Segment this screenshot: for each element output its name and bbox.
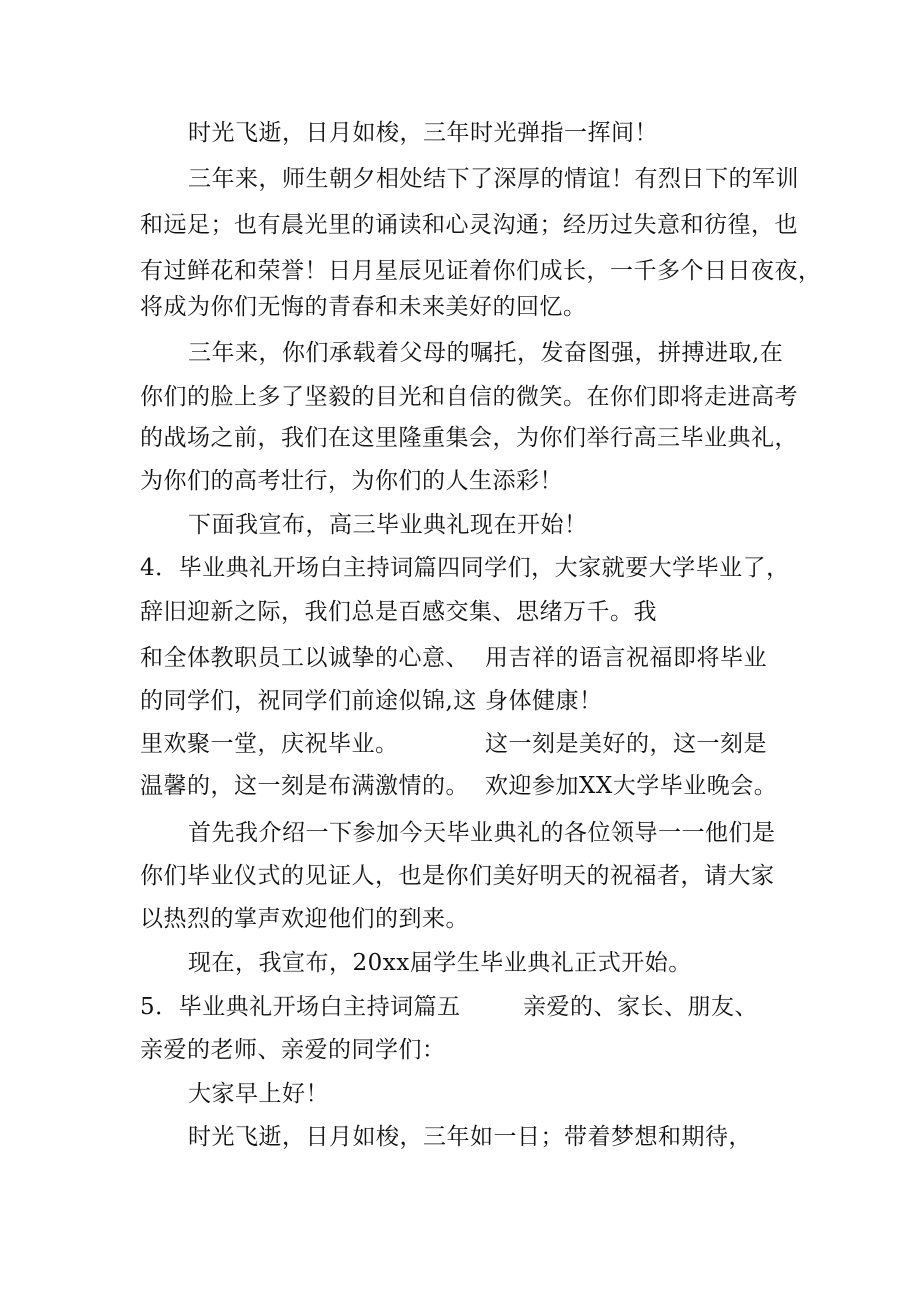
section-heading-line: 4．毕业典礼开场白主持词篇四同学们，大家就要大学毕业了， xyxy=(140,555,790,581)
column-right-line: 欢迎参加XX大学毕业晚会。 xyxy=(485,773,778,799)
section-heading-line: 5．毕业典礼开场白主持词篇五 xyxy=(140,994,461,1020)
paragraph-line: 和远足；也有晨光里的诵读和心灵沟通；经历过失意和彷徨，也 xyxy=(140,212,798,238)
paragraph-line: 首先我介绍一下参加今天毕业典礼的各位领导一一他们是 xyxy=(188,820,776,846)
paragraph-line: 三年来，师生朝夕相处结下了深厚的情谊！有烈日下的军训 xyxy=(188,166,799,192)
greeting-line: 大家早上好！ xyxy=(188,1081,329,1107)
column-left-line: 温馨的，这一刻是布满激情的。 xyxy=(140,773,469,799)
paragraph-line: 的战场之前，我们在这里隆重集会，为你们举行高三毕业典礼， xyxy=(140,425,798,451)
paragraph-line: 以热烈的掌声欢迎他们的到来。 xyxy=(140,906,469,932)
paragraph-line: 有过鲜花和荣誉！日月星辰见证着你们成长，一千多个日日夜夜， xyxy=(140,258,822,284)
paragraph-line: 三年来，你们承载着父母的嘱托，发奋图强，拼搏进取,在 xyxy=(188,340,784,366)
paragraph-line: 辞旧迎新之际，我们总是百感交集、思绪万千。我 xyxy=(140,599,657,625)
paragraph-line: 时光飞逝，日月如梭，三年时光弹指一挥间！ xyxy=(188,120,658,146)
paragraph-line: 下面我宣布，高三毕业典礼现在开始！ xyxy=(188,512,588,538)
paragraph-line: 现在，我宣布，20xx届学生毕业典礼正式开始。 xyxy=(188,950,692,976)
column-right-line: 用吉祥的语言祝福即将毕业 xyxy=(485,645,767,671)
paragraph-line: 为你们的高考壮行，为你们的人生添彩！ xyxy=(140,468,563,494)
column-right-line: 身体健康！ xyxy=(485,688,603,714)
column-left-line: 里欢聚一堂，庆祝毕业。 xyxy=(140,731,399,757)
salutation-line: 亲爱的老师、亲爱的同学们： xyxy=(140,1037,446,1063)
paragraph-line: 你们的脸上多了坚毅的目光和自信的微笑。在你们即将走进高考 xyxy=(140,384,798,410)
salutation-line: 亲爱的、家长、朋友、 xyxy=(523,994,758,1020)
paragraph-line: 时光飞逝，日月如梭，三年如一日；带着梦想和期待， xyxy=(188,1124,752,1150)
column-left-line: 和全体教职员工以诚挚的心意、 xyxy=(140,645,469,671)
column-right-line: 这一刻是美好的，这一刻是 xyxy=(485,731,767,757)
column-left-line: 的同学们，祝同学们前途似锦,这 xyxy=(140,688,477,714)
paragraph-line: 将成为你们无悔的青春和未来美好的回忆。 xyxy=(140,294,587,320)
paragraph-line: 你们毕业仪式的见证人，也是你们美好明天的祝福者，请大家 xyxy=(140,863,775,889)
